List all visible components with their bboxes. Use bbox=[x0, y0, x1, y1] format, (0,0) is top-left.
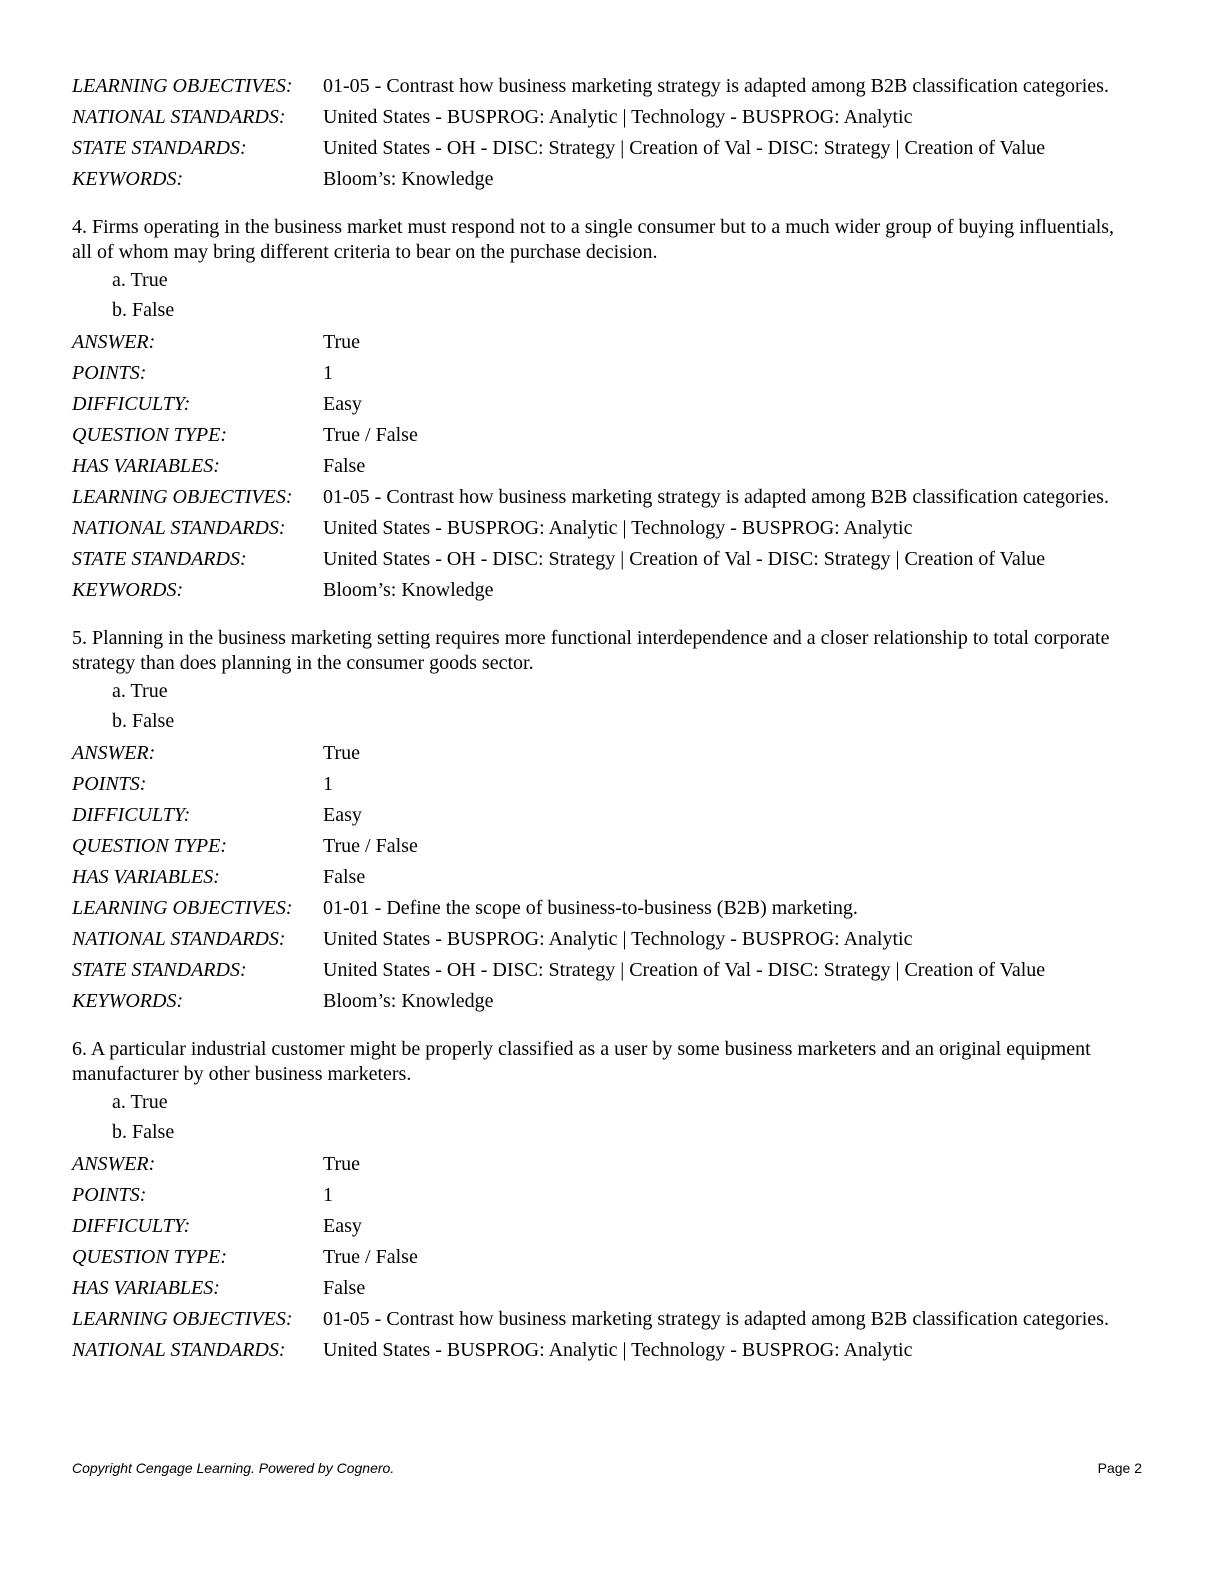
metadata-value: United States - OH - DISC: Strategy | Creation of Val - DISC: Strategy | Creation of Value bbox=[323, 959, 1046, 981]
metadata-label: HAS VARIABLES: bbox=[72, 455, 220, 477]
metadata-value: 1 bbox=[323, 773, 333, 795]
metadata-label: LEARNING OBJECTIVES: bbox=[72, 486, 293, 508]
metadata-label: STATE STANDARDS: bbox=[72, 548, 247, 570]
metadata-label: HAS VARIABLES: bbox=[72, 866, 220, 888]
metadata-row bbox=[72, 927, 1142, 952]
metadata-value: 1 bbox=[323, 1184, 333, 1206]
metadata-row bbox=[72, 361, 1142, 386]
answer-option: b. False bbox=[112, 299, 175, 321]
metadata-row bbox=[72, 167, 1142, 192]
answer-option: a. True bbox=[112, 269, 168, 291]
question-block bbox=[72, 74, 1142, 192]
metadata-value: True bbox=[323, 742, 361, 764]
metadata-row bbox=[72, 834, 1142, 859]
metadata-row bbox=[72, 1214, 1142, 1239]
metadata-label: LEARNING OBJECTIVES: bbox=[72, 75, 293, 97]
metadata-value: United States - BUSPROG: Analytic | Technology - BUSPROG: Analytic bbox=[323, 106, 913, 128]
answer-option: a. True bbox=[112, 1091, 168, 1113]
metadata-value: Easy bbox=[323, 1215, 362, 1237]
metadata-label: QUESTION TYPE: bbox=[72, 424, 228, 446]
metadata-row bbox=[72, 516, 1142, 541]
metadata-label: KEYWORDS: bbox=[72, 579, 184, 601]
metadata-value: 01-05 - Contrast how business marketing strategy is adapted among B2B classification categories. bbox=[323, 1308, 1109, 1330]
answer-option: b. False bbox=[112, 1121, 175, 1143]
metadata-row bbox=[72, 1307, 1142, 1332]
metadata-value: True bbox=[323, 331, 361, 353]
metadata-value: True bbox=[323, 1153, 361, 1175]
metadata-row bbox=[72, 1276, 1142, 1301]
metadata-value: Bloom’s: Knowledge bbox=[323, 990, 494, 1012]
metadata-label: DIFFICULTY: bbox=[72, 393, 191, 415]
metadata-row bbox=[72, 865, 1142, 890]
metadata-label: DIFFICULTY: bbox=[72, 1215, 191, 1237]
metadata-label: ANSWER: bbox=[72, 1153, 156, 1175]
metadata-label: QUESTION TYPE: bbox=[72, 835, 228, 857]
metadata-row bbox=[72, 741, 1142, 766]
metadata-value: 01-05 - Contrast how business marketing strategy is adapted among B2B classification categories. bbox=[323, 486, 1109, 508]
answer-option: b. False bbox=[112, 710, 175, 732]
answer-option: a. True bbox=[112, 680, 168, 702]
metadata-value: United States - OH - DISC: Strategy | Creation of Val - DISC: Strategy | Creation of Value bbox=[323, 137, 1046, 159]
metadata-row bbox=[72, 454, 1142, 479]
metadata-row bbox=[72, 105, 1142, 130]
metadata-row bbox=[72, 1183, 1142, 1208]
metadata-label: STATE STANDARDS: bbox=[72, 137, 247, 159]
metadata-value: United States - BUSPROG: Analytic | Technology - BUSPROG: Analytic bbox=[323, 1339, 913, 1361]
metadata-value: 1 bbox=[323, 362, 333, 384]
metadata-row bbox=[72, 772, 1142, 797]
metadata-value: True / False bbox=[323, 1246, 418, 1268]
metadata-value: 01-01 - Define the scope of business-to-business (B2B) marketing. bbox=[323, 897, 858, 919]
metadata-label: HAS VARIABLES: bbox=[72, 1277, 220, 1299]
metadata-label: STATE STANDARDS: bbox=[72, 959, 247, 981]
metadata-label: NATIONAL STANDARDS: bbox=[72, 106, 286, 128]
page-number: Page 2 bbox=[1097, 1460, 1142, 1476]
metadata-row bbox=[72, 1152, 1142, 1177]
metadata-row bbox=[72, 989, 1142, 1014]
metadata-value: United States - BUSPROG: Analytic | Technology - BUSPROG: Analytic bbox=[323, 517, 913, 539]
metadata-value: 01-05 - Contrast how business marketing strategy is adapted among B2B classification categories. bbox=[323, 75, 1109, 97]
metadata-row bbox=[72, 392, 1142, 417]
metadata-label: NATIONAL STANDARDS: bbox=[72, 1339, 286, 1361]
footer-copyright: Copyright Cengage Learning. Powered by Cognero. bbox=[72, 1460, 395, 1476]
metadata-value: United States - OH - DISC: Strategy | Creation of Val - DISC: Strategy | Creation of Value bbox=[323, 548, 1046, 570]
metadata-value: False bbox=[323, 1277, 366, 1299]
metadata-label: LEARNING OBJECTIVES: bbox=[72, 897, 293, 919]
metadata-row bbox=[72, 547, 1142, 572]
question-block bbox=[72, 215, 1142, 603]
metadata-label: POINTS: bbox=[72, 773, 147, 795]
metadata-label: POINTS: bbox=[72, 1184, 147, 1206]
metadata-label: KEYWORDS: bbox=[72, 990, 184, 1012]
question-text: 5. Planning in the business marketing setting requires more functional interdependence and a closer relationship to total corporate strategy than does planning in the consumer goods sector. bbox=[72, 627, 1110, 674]
metadata-row bbox=[72, 423, 1142, 448]
metadata-value: Bloom’s: Knowledge bbox=[323, 168, 494, 190]
question-text: 4. Firms operating in the business market must respond not to a single consumer but to a much wider group of buying influentials, all of whom may bring different criteria to bear on the purchase decision. bbox=[72, 216, 1115, 263]
metadata-label: ANSWER: bbox=[72, 331, 156, 353]
metadata-row bbox=[72, 136, 1142, 161]
question-text: 6. A particular industrial customer might be properly classified as a user by some business marketers and an original equipment manufacturer by other business marketers. bbox=[72, 1038, 1091, 1085]
metadata-label: NATIONAL STANDARDS: bbox=[72, 928, 286, 950]
metadata-row bbox=[72, 578, 1142, 603]
metadata-label: DIFFICULTY: bbox=[72, 804, 191, 826]
metadata-row bbox=[72, 803, 1142, 828]
metadata-value: True / False bbox=[323, 424, 418, 446]
metadata-row bbox=[72, 330, 1142, 355]
metadata-label: POINTS: bbox=[72, 362, 147, 384]
metadata-label: KEYWORDS: bbox=[72, 168, 184, 190]
question-block bbox=[72, 626, 1142, 1014]
metadata-value: United States - BUSPROG: Analytic | Technology - BUSPROG: Analytic bbox=[323, 928, 913, 950]
metadata-label: LEARNING OBJECTIVES: bbox=[72, 1308, 293, 1330]
metadata-value: Easy bbox=[323, 393, 362, 415]
metadata-value: True / False bbox=[323, 835, 418, 857]
metadata-value: Easy bbox=[323, 804, 362, 826]
question-block bbox=[72, 1037, 1142, 1363]
metadata-row bbox=[72, 958, 1142, 983]
metadata-row bbox=[72, 74, 1142, 99]
metadata-value: False bbox=[323, 866, 366, 888]
metadata-value: False bbox=[323, 455, 366, 477]
metadata-row bbox=[72, 1338, 1142, 1363]
metadata-label: NATIONAL STANDARDS: bbox=[72, 517, 286, 539]
document-body bbox=[72, 74, 1142, 1369]
metadata-row bbox=[72, 485, 1142, 510]
metadata-row bbox=[72, 1245, 1142, 1270]
metadata-value: Bloom’s: Knowledge bbox=[323, 579, 494, 601]
metadata-label: QUESTION TYPE: bbox=[72, 1246, 228, 1268]
metadata-row bbox=[72, 896, 1142, 921]
metadata-label: ANSWER: bbox=[72, 742, 156, 764]
